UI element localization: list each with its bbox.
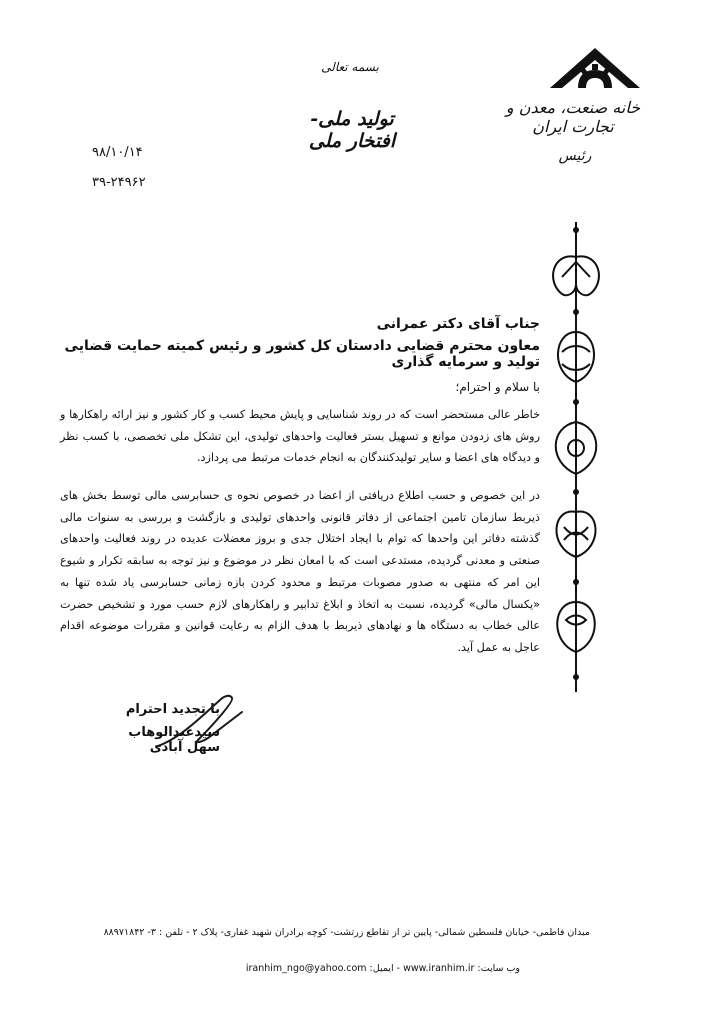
letter-date: ۹۸/۱۰/۱۴ [92, 145, 143, 160]
organization-name: خانه صنعت، معدن و تجارت ایران [505, 98, 641, 136]
signer-name: سیدعبدالوهاب سهل آبادی [128, 725, 220, 755]
organization-logo [540, 40, 650, 100]
body-paragraph-2: در این خصوص و حسب اطلاع دریافتی از اعضا در خصوص نحوه ی حسابرسی مالی توسط بخش های ذیربط سازمان تامین اجتماعی از دفاتر قانونی واحدهای تولیدی و بازگشت و بررسی به سنوات مالی گذشته دفاتر این واحدها که توام با ایجاد اختلال جدی و بروز معضلات عدیده در روند فعالیت واحدهای صنعتی و معدنی گردیده، مستدعی است که با امعان نظر در موضوع و نیز توجه به سابقه تکرار و شیوع این امر که منتهی به صدور مصوبات مرتبط و محدود کردن بازه زمانی حسابرسی یاد شده تنها به «یکسال مالی» گردیده، نسبت به اتخاذ و ابلاغ تدابیر و راهکارهای لازم حسب مورد و تشخیص حضرت عالی خطاب به دستگاه ها و نهادهای ذیربط با هدف الزام به رعایت قوانین و مقررات موضوعه اقدام عاجل به عمل آید. [60, 489, 540, 654]
sender-title: رئیس [558, 148, 592, 164]
recipient-title: معاون محترم قضایی دادستان کل کشور و رئیس کمیته حمایت قضایی تولید و سرمایه گذاری [64, 338, 540, 370]
slogan: تولید ملی- افتخار ملی [308, 108, 396, 152]
greeting: با سلام و احترام؛ [455, 380, 540, 394]
basmala: بسمه تعالی [321, 60, 379, 74]
footer-contact: وب سایت: www.iranhim.ir - ایمیل: iranhim_ngo@yahoo.com [245, 963, 520, 974]
decorative-ornament [542, 222, 610, 692]
letter-number: ۳۹-۲۴۹۶۲ [92, 175, 146, 190]
handwritten-signature [150, 688, 250, 758]
body-paragraph-1: خاطر عالی مستحضر است که در روند شناسایی و پایش محیط کسب و کار کشور و نیز ارائه راهکارها و روش های زدودن موانع و تسهیل بستر فعالیت واحدهای تولیدی، این تشکل ملی تخصصی، با کسب نظر و دیدگاه های اعضا و سایر تولیدکنندگان به انجام خدمات مرتبط می پردازد. [60, 408, 540, 465]
closing-line: با تجدید احترام [125, 702, 220, 717]
footer-address: میدان فاطمی- خیابان فلسطین شمالی- پایین تر از تقاطع زرتشت- کوچه برادران شهید غفاری- پلاک ۲ - تلفن : ۳- ۸۸۹۷۱۸۴۲ [103, 927, 590, 938]
recipient-name: جناب آقای دکتر عمرانی [376, 316, 540, 332]
